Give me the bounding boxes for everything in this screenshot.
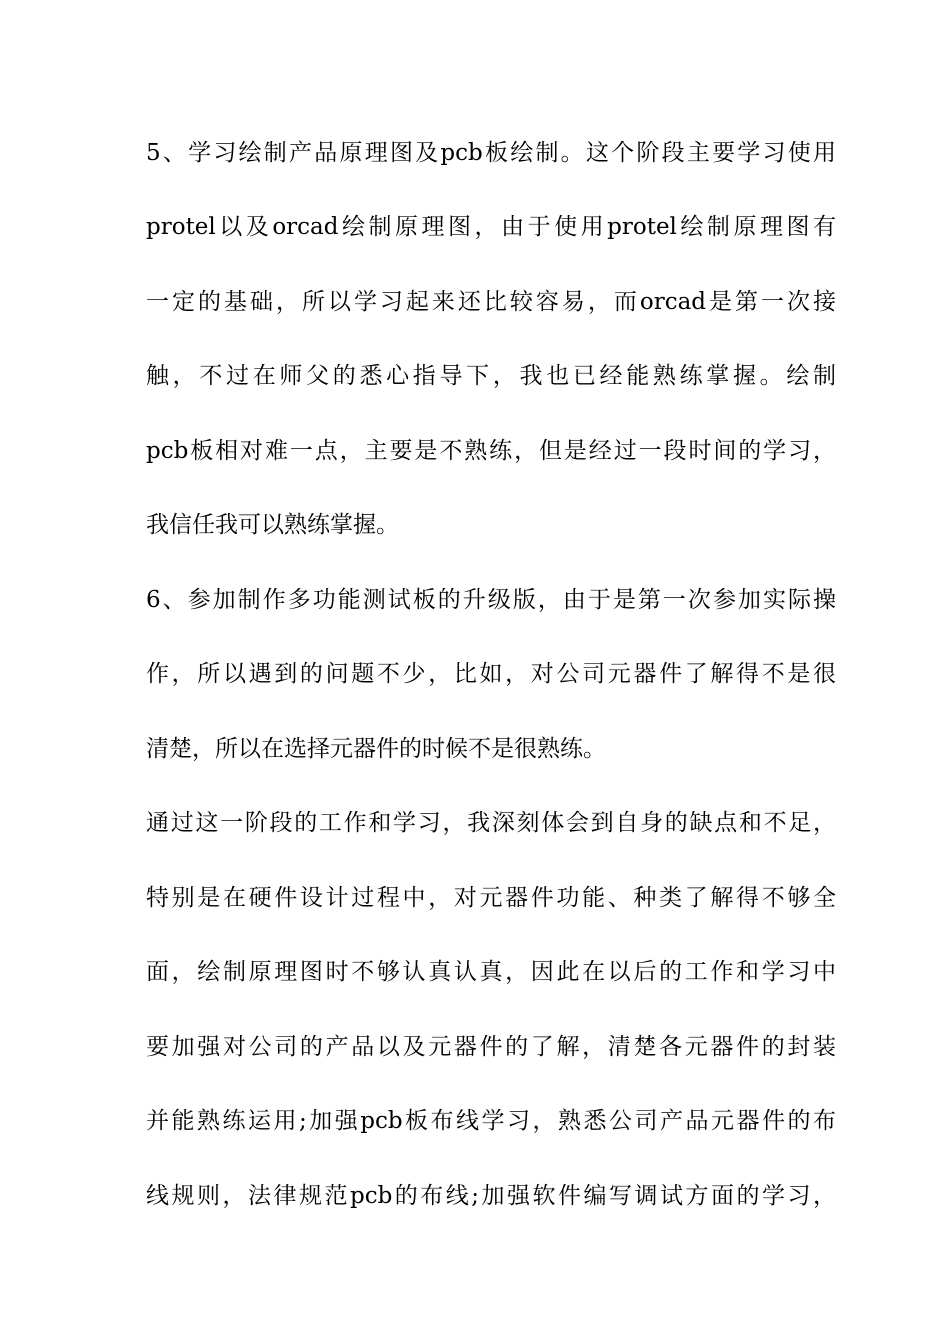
text-line: 特别是在硬件设计过程中，对元器件功能、种类了解得不够全 (146, 885, 836, 911)
text-line: 我信任我可以熟练掌握。 (146, 512, 399, 538)
text-line: protel以及orcad绘制原理图，由于使用protel绘制原理图有 (146, 214, 836, 240)
text-line: 触，不过在师父的悉心指导下，我也已经能熟练掌握。绘制 (146, 363, 836, 389)
text-line: 6、参加制作多功能测试板的升级版，由于是第一次参加实际操 (146, 587, 836, 613)
text-line: 并能熟练运用;加强pcb板布线学习，熟悉公司产品元器件的布 (146, 1108, 836, 1134)
text-line: pcb板相对难一点，主要是不熟练，但是经过一段时间的学习， (146, 438, 836, 464)
text-line: 5、学习绘制产品原理图及pcb板绘制。这个阶段主要学习使用 (146, 140, 836, 166)
text-line: 线规则，法律规范pcb的布线;加强软件编写调试方面的学习， (146, 1183, 836, 1209)
text-line: 面，绘制原理图时不够认真认真，因此在以后的工作和学习中 (146, 959, 836, 985)
text-line: 一定的基础，所以学习起来还比较容易，而orcad是第一次接 (146, 289, 836, 315)
text-line: 通过这一阶段的工作和学习，我深刻体会到自身的缺点和不足， (146, 810, 836, 836)
text-line: 要加强对公司的产品以及元器件的了解，清楚各元器件的封装 (146, 1034, 836, 1060)
text-line: 清楚，所以在选择元器件的时候不是很熟练。 (146, 736, 606, 762)
text-line: 作，所以遇到的问题不少，比如，对公司元器件了解得不是很 (146, 661, 836, 687)
